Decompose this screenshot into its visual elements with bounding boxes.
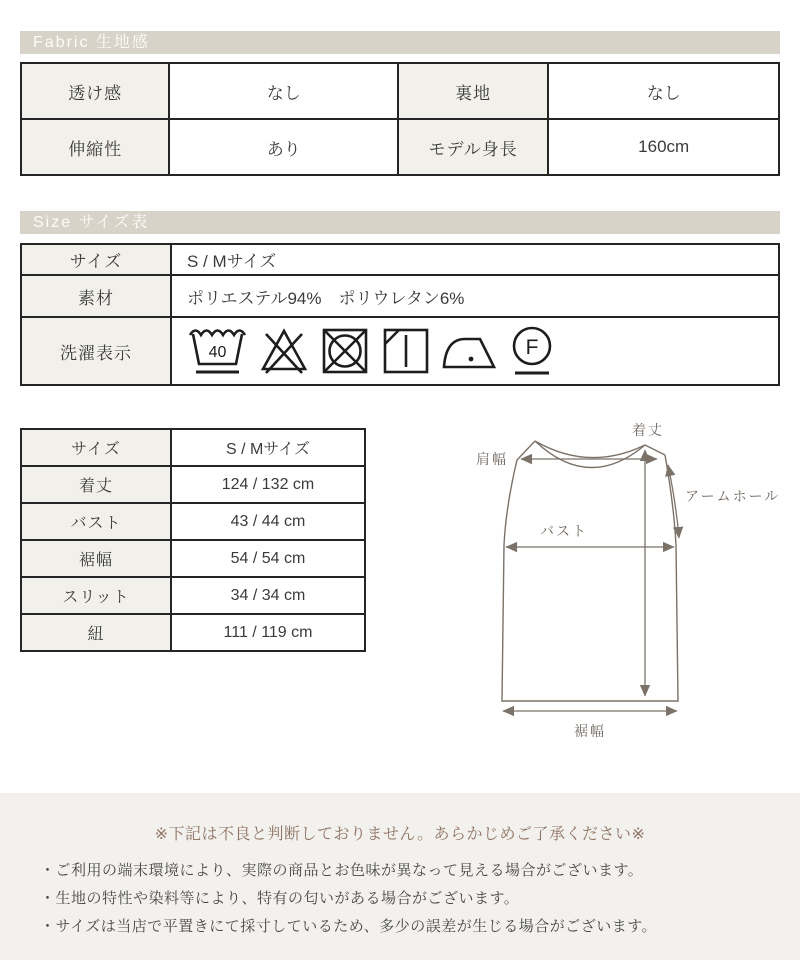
table-row — [21, 244, 779, 275]
table-row — [21, 503, 365, 540]
measurements-table — [20, 428, 366, 652]
fabric-value-lining: なし — [548, 63, 779, 119]
fabric-label-sheerness: 透け感 — [21, 63, 169, 119]
fabric-label-lining: 裏地 — [398, 63, 548, 119]
measure-value-bust: 43 / 44 cm — [171, 503, 365, 540]
fabric-value-stretch: あり — [169, 119, 398, 175]
measure-value-slit: 34 / 34 cm — [171, 577, 365, 614]
diagram-label-shoulder: 肩幅 — [476, 451, 508, 467]
svg-text:F: F — [525, 336, 539, 359]
notice-list — [0, 857, 800, 941]
table-row — [21, 119, 779, 175]
care-symbols-row — [187, 323, 778, 379]
info-label-size: サイズ — [21, 244, 171, 275]
fabric-value-model-height: 160cm — [548, 119, 779, 175]
info-label-material: 素材 — [21, 275, 171, 317]
measure-label-size: サイズ — [21, 429, 171, 466]
garment-outline — [502, 441, 678, 701]
line-dry-in-shade-icon — [380, 325, 432, 377]
list-item: ・生地の特性や染料等により、特有の匂いがある場合がございます。 — [40, 890, 520, 907]
garment-measurement-diagram — [438, 408, 800, 756]
measure-value-length: 124 / 132 cm — [171, 466, 365, 503]
size-section-header: Size サイズ表 — [20, 211, 780, 234]
table-row — [21, 466, 365, 503]
table-row — [21, 317, 779, 385]
measure-label-slit: スリット — [21, 577, 171, 614]
table-row — [21, 63, 779, 119]
fabric-table — [20, 62, 780, 176]
do-not-tumble-dry-icon — [319, 325, 371, 377]
iron-low-heat-icon — [441, 326, 497, 376]
measure-value-size: S / Mサイズ — [171, 429, 365, 466]
fabric-section-header: Fabric 生地感 — [20, 31, 780, 54]
measure-label-strap: 紐 — [21, 614, 171, 651]
table-row — [21, 429, 365, 466]
info-value-size: S / Mサイズ — [171, 244, 779, 275]
diagram-label-bust: バスト — [540, 523, 588, 539]
fabric-label-stretch: 伸縮性 — [21, 119, 169, 175]
notice-title: ※下記は不良と判断しておりません。あらかじめご了承ください※ — [154, 826, 646, 843]
fabric-value-sheerness: なし — [169, 63, 398, 119]
fabric-label-model-height: モデル身長 — [398, 119, 548, 175]
list-item: ・ご利用の端末環境により、実際の商品とお色味が異なって見える場合がございます。 — [40, 862, 644, 879]
do-not-bleach-icon — [258, 325, 310, 377]
list-item: ・サイズは当店で平置きにて採寸しているため、多少の誤差が生じる場合がございます。 — [40, 918, 658, 935]
table-row — [21, 275, 779, 317]
care-symbols-cell — [171, 317, 779, 385]
table-row — [21, 540, 365, 577]
notice-section — [0, 793, 800, 960]
info-label-care: 洗濯表示 — [21, 317, 171, 385]
armhole-arrow — [668, 465, 679, 538]
wash-40c-mild-icon — [187, 323, 249, 379]
measure-label-bust: バスト — [21, 503, 171, 540]
diagram-label-length: 着丈 — [632, 422, 664, 438]
measure-value-strap: 111 / 119 cm — [171, 614, 365, 651]
svg-text:40: 40 — [208, 344, 227, 361]
info-value-material: ポリエステル94% ポリウレタン6% — [171, 275, 779, 317]
measure-label-length: 着丈 — [21, 466, 171, 503]
diagram-label-hem: 裾幅 — [574, 723, 606, 739]
table-row — [21, 577, 365, 614]
measure-label-hem-width: 裾幅 — [21, 540, 171, 577]
table-row — [21, 614, 365, 651]
measurement-arrows — [503, 450, 679, 711]
size-info-table — [20, 243, 780, 386]
measure-value-hem-width: 54 / 54 cm — [171, 540, 365, 577]
diagram-label-armhole: アームホール — [685, 488, 781, 504]
petroleum-dry-clean-gentle-icon — [506, 323, 558, 379]
